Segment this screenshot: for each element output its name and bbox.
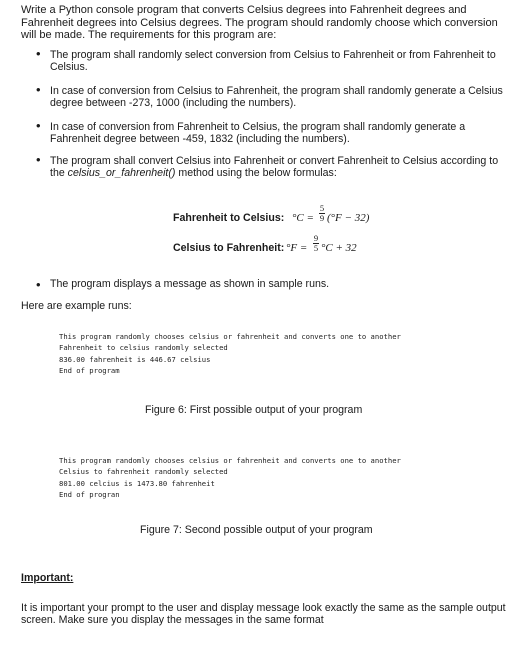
formula-fraction <box>312 234 320 253</box>
fraction-numerator: 9 <box>313 233 319 243</box>
method-req-after: method using the below formulas: <box>175 167 337 179</box>
formula-rhs: °C + 32 <box>321 242 357 254</box>
figure-caption: Figure 7: Second possible output of your program <box>140 524 373 536</box>
sample-line: 801.00 celcius is 1473.80 fahrenheit <box>59 478 215 488</box>
formula-label: Celsius to Fahrenheit: <box>173 242 285 254</box>
fraction-numerator: 5 <box>319 203 325 213</box>
closing-paragraph: It is important your prompt to the user and display message look exactly the same as the sample output screen. Make sure you display the messages in the same format <box>21 602 506 626</box>
examples-intro: Here are example runs: <box>21 300 132 312</box>
formula-lhs: °C = <box>292 212 314 224</box>
sample-line: 836.00 fahrenheit is 446.67 celsius <box>59 354 211 364</box>
requirement-item <box>50 155 510 179</box>
formula-lhs: °F = <box>286 242 308 254</box>
formula-c-to-f <box>173 234 473 258</box>
requirement-item: • In case of conversion from Fahrenheit to Celsius, the program shall randomly generate a Fahrenheit degree between -459, 1832 (including the numbers). <box>50 121 510 145</box>
sample-line: This program randomly chooses celsius or fahrenheit and converts one to another <box>59 332 401 341</box>
sample-output-1 <box>59 331 401 377</box>
method-name: celsius_or_fahrenheit() <box>67 167 176 179</box>
formula-rhs: (°F − 32) <box>327 212 370 224</box>
sample-line: Celsius to fahrenheit randomly selected <box>59 467 228 477</box>
formula-f-to-c <box>173 204 473 228</box>
display-requirement: • The program displays a message as shown in sample runs. <box>50 278 329 290</box>
formula-label: Fahrenheit to Celsius: <box>173 212 285 224</box>
fraction-denominator: 9 <box>319 213 325 223</box>
important-heading: Important: <box>21 572 74 584</box>
sample-line: Fahrenheit to celsius randomly selected <box>59 343 228 353</box>
requirement-item: • The program shall randomly select conversion from Celsius to Fahrenheit or from Fahrenheit to Celsius. <box>50 49 510 73</box>
figure-caption: Figure 6: First possible output of your program <box>145 404 363 416</box>
method-req-before: The program shall convert Celsius into Fahrenheit or convert Fahrenheit to Celsius according to the <box>50 155 499 179</box>
formula-fraction <box>318 204 326 223</box>
sample-line: End of program <box>59 366 120 376</box>
fraction-denominator: 5 <box>313 243 319 253</box>
sample-line: This program randomly chooses celsius or fahrenheit and converts one to another <box>59 456 401 465</box>
sample-line: End of progran <box>59 490 120 500</box>
sample-output-2 <box>59 455 401 501</box>
intro-paragraph: Write a Python console program that converts Celsius degrees into Fahrenheit degrees and Fahrenheit degrees into Celsius degrees. The program should randomly choose which conversion will be made. The requirements for this program are: <box>21 4 498 42</box>
requirement-item: • In case of conversion from Celsius to Fahrenheit, the program shall randomly generate a Celsius degree between -273, 1000 (including the numbers). <box>50 85 510 109</box>
